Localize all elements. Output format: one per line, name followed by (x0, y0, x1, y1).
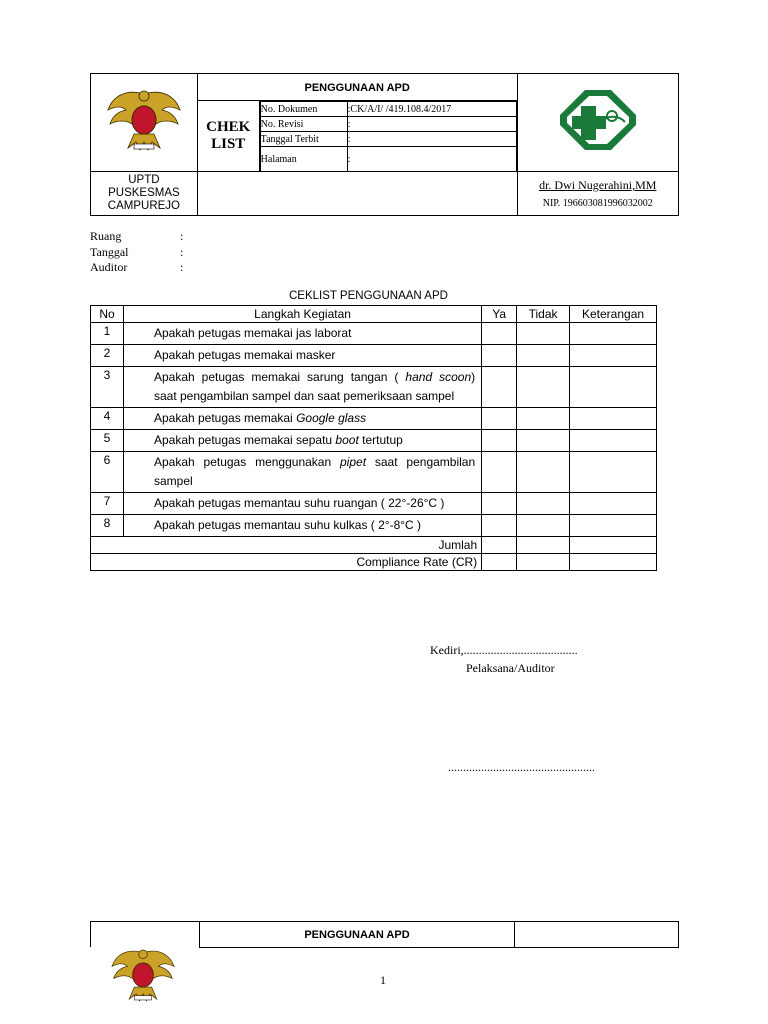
activity-text: Apakah petugas memantau suhu ruangan ( 22°-26°C ) (153, 496, 445, 510)
row-activity (123, 367, 481, 408)
header-title: PENGGUNAAN APD (304, 82, 410, 94)
activity-text: Apakah petugas memakai (153, 411, 297, 425)
field-label: Halaman (260, 147, 347, 172)
jumlah-label: Jumlah (91, 537, 482, 554)
keterangan-cell[interactable] (570, 515, 657, 537)
row-number: 8 (91, 515, 124, 537)
ya-cell[interactable] (482, 323, 517, 345)
tidak-cell[interactable] (517, 537, 570, 554)
field-row (260, 132, 516, 147)
org-line: PUSKESMAS (108, 187, 180, 199)
col-header: Keterangan (570, 306, 657, 323)
ya-cell[interactable] (482, 367, 517, 408)
clinic-logo-cell (517, 74, 678, 172)
ya-cell[interactable] (482, 345, 517, 367)
compliance-label: Compliance Rate (CR) (91, 554, 482, 571)
org-line: CAMPUREJO (107, 200, 180, 212)
emblem-cell (91, 74, 198, 172)
checklist-row (91, 367, 657, 408)
info-row: Ruang : (90, 229, 184, 243)
keterangan-cell[interactable] (570, 430, 657, 452)
activity-text: Apakah petugas memakai sarung tangan ( (153, 370, 406, 384)
row-number: 5 (91, 430, 124, 452)
col-header: No (91, 306, 124, 323)
signature-role: Pelaksana/Auditor (466, 661, 555, 675)
chek-list-cell (197, 101, 259, 172)
row-number: 2 (91, 345, 124, 367)
ya-cell[interactable] (482, 430, 517, 452)
keterangan-cell[interactable] (570, 554, 657, 571)
info-label: Auditor (90, 260, 128, 274)
tidak-cell[interactable] (517, 452, 570, 493)
checklist-row (91, 345, 657, 367)
signature-line: ................................................. (448, 760, 595, 774)
page-number: 1 (380, 973, 386, 987)
info-row: Tanggal : (90, 244, 184, 259)
garuda-emblem-icon (103, 944, 183, 1006)
signature-place: Kediri,...................................... (430, 643, 578, 657)
checklist-row (91, 323, 657, 345)
tidak-cell[interactable] (517, 323, 570, 345)
tidak-cell[interactable] (517, 345, 570, 367)
row-activity (123, 323, 481, 345)
tidak-cell[interactable] (517, 408, 570, 430)
field-label: No. Revisi (260, 117, 347, 132)
next-header-title: PENGGUNAAN APD (304, 929, 410, 942)
row-activity (123, 430, 481, 452)
activity-text: Apakah petugas menggunakan (153, 455, 340, 469)
field-row (260, 102, 516, 117)
row-activity (123, 493, 481, 515)
checklist-header-row (91, 306, 657, 323)
activity-text: Apakah petugas memakai sepatu (153, 433, 336, 447)
puskesmas-logo-icon (559, 89, 637, 151)
field-row (260, 147, 516, 172)
row-activity (123, 515, 481, 537)
document-header (90, 73, 679, 216)
audit-info (90, 229, 183, 276)
checklist-row (91, 515, 657, 537)
keterangan-cell[interactable] (570, 537, 657, 554)
doctor-nip: NIP. 196603081996032002 (542, 198, 653, 209)
ya-cell[interactable] (482, 408, 517, 430)
info-label: Ruang (90, 229, 122, 243)
info-label: Tanggal (90, 244, 129, 259)
list-label: LIST (211, 136, 246, 152)
row-activity (123, 452, 481, 493)
field-row (260, 117, 516, 132)
keterangan-cell[interactable] (570, 367, 657, 408)
ya-cell[interactable] (482, 537, 517, 554)
col-header: Langkah Kegiatan (123, 306, 481, 323)
header-title-cell (197, 74, 517, 101)
field-value: :CK/A/I/ /419.108.4/2017 (347, 102, 516, 117)
row-activity (123, 408, 481, 430)
checklist-title: CEKLIST PENGGUNAAN APD (289, 290, 448, 302)
org-line: UPTD (128, 174, 160, 186)
signer-cell (517, 172, 678, 216)
row-number: 4 (91, 408, 124, 430)
field-value: : (347, 147, 516, 172)
activity-text: boot (335, 433, 359, 447)
compliance-row (91, 554, 657, 571)
jumlah-row (91, 537, 657, 554)
ya-cell[interactable] (482, 515, 517, 537)
keterangan-cell[interactable] (570, 408, 657, 430)
checklist-table (90, 305, 657, 571)
tidak-cell[interactable] (517, 515, 570, 537)
empty-cell (515, 922, 679, 948)
org-cell (91, 172, 198, 216)
row-number: 7 (91, 493, 124, 515)
tidak-cell[interactable] (517, 367, 570, 408)
activity-text: Apakah petugas memakai masker (153, 348, 336, 362)
col-header: Tidak (517, 306, 570, 323)
row-number: 3 (91, 367, 124, 408)
chek-label: CHEK (206, 119, 251, 135)
activity-text: pipet (340, 455, 367, 469)
activity-text: Apakah petugas memakai jas laborat (153, 326, 352, 340)
garuda-emblem-icon (104, 84, 184, 156)
checklist-row (91, 430, 657, 452)
row-number: 1 (91, 323, 124, 345)
checklist-row (91, 493, 657, 515)
col-header: Ya (482, 306, 517, 323)
field-value: : (347, 117, 516, 132)
activity-text: ) saat pengambilan sampel dan saat pemeriksaan sampel (153, 370, 476, 403)
keterangan-cell[interactable] (570, 323, 657, 345)
keterangan-cell[interactable] (570, 452, 657, 493)
ya-cell[interactable] (482, 554, 517, 571)
field-value: : (347, 132, 516, 147)
field-label: Tanggal Terbit (260, 132, 347, 147)
doctor-name: dr. Dwi Nugerahini,MM (539, 178, 657, 192)
keterangan-cell[interactable] (570, 345, 657, 367)
ya-cell[interactable] (482, 452, 517, 493)
activity-text: hand scoon (405, 370, 472, 384)
document-fields-cell (259, 101, 517, 172)
activity-text: saat pengambilan sampel (153, 455, 476, 488)
checklist-row (91, 452, 657, 493)
field-label: No. Dokumen (260, 102, 347, 117)
activity-text: Google glass (296, 411, 367, 425)
info-row: Auditor : (90, 260, 184, 274)
tidak-cell[interactable] (517, 430, 570, 452)
next-header-title-cell (200, 922, 515, 948)
ya-cell[interactable] (482, 493, 517, 515)
tidak-cell[interactable] (517, 493, 570, 515)
activity-text: tertutup (358, 433, 403, 447)
row-number: 6 (91, 452, 124, 493)
row-activity (123, 345, 481, 367)
empty-cell (197, 172, 517, 216)
activity-text: Apakah petugas memantau suhu kulkas ( 2°-8°C ) (153, 518, 422, 532)
tidak-cell[interactable] (517, 554, 570, 571)
keterangan-cell[interactable] (570, 493, 657, 515)
checklist-row (91, 408, 657, 430)
